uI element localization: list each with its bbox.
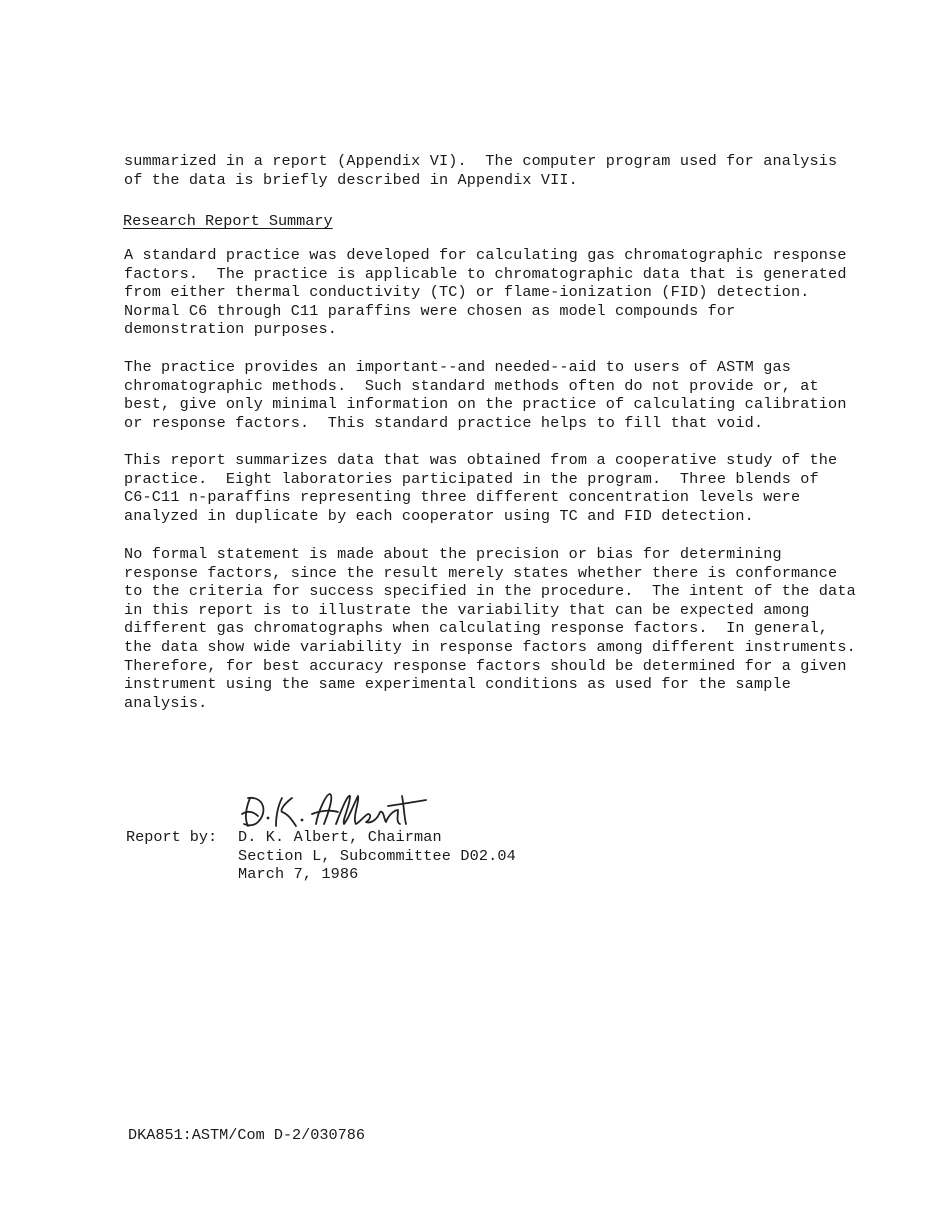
intro-line: summarized in a report (Appendix VI). The computer program used for analysis [124, 152, 838, 170]
paragraph-line: Therefore, for best accuracy response factors should be determined for a given [124, 656, 847, 675]
paragraph-line: from either thermal conductivity (TC) or flame-ionization (FID) detection. [124, 283, 810, 302]
intro-line: of the data is briefly described in Appendix VII. [124, 170, 578, 189]
paragraph-line: factors. The practice is applicable to chromatographic data that is generated [124, 264, 847, 283]
report-date: March 7, 1986 [238, 865, 359, 884]
author-block [238, 828, 516, 884]
paragraph-line: C6-C11 n-paraffins representing three different concentration levels were [124, 488, 801, 507]
intro-paragraph [124, 152, 904, 189]
paragraph-line: A standard practice was developed for calculating gas chromatographic response [124, 246, 847, 264]
paragraph-line: the data show wide variability in response factors among different instruments. [124, 637, 856, 656]
paragraph-line: best, give only minimal information on the practice of calculating calibration [124, 395, 847, 414]
paragraph-line: practice. Eight laboratories participated in the program. Three blends of [124, 469, 819, 488]
paragraph-3 [124, 451, 904, 525]
paragraph-line: or response factors. This standard practice helps to fill that void. [124, 413, 764, 432]
paragraph-line: chromatographic methods. Such standard methods often do not provide or, at [124, 376, 819, 395]
handwritten-signature [238, 784, 438, 834]
paragraph-line: analyzed in duplicate by each cooperator using TC and FID detection. [124, 506, 754, 525]
paragraph-line: instrument using the same experimental conditions as used for the sample [124, 675, 792, 694]
paragraph-line: in this report is to illustrate the variability that can be expected among [124, 600, 810, 619]
paragraph-line: Normal C6 through C11 paraffins were chosen as model compounds for [124, 301, 736, 320]
paragraph-line: response factors, since the result merely states whether there is conformance [124, 563, 838, 582]
paragraph-line: This report summarizes data that was obtained from a cooperative study of the [124, 451, 838, 469]
section-heading: Research Report Summary [123, 212, 333, 230]
author-section: Section L, Subcommittee D02.04 [238, 846, 516, 865]
report-by-label: Report by: [126, 828, 218, 846]
paragraph-4 [124, 545, 904, 712]
paragraph-line: demonstration purposes. [124, 320, 338, 339]
author-name: D. K. Albert, Chairman [238, 828, 442, 846]
paragraph-2 [124, 358, 904, 432]
paragraph-line: different gas chromatographs when calculating response factors. In general, [124, 619, 829, 638]
paragraph-line: No formal statement is made about the precision or bias for determining [124, 545, 782, 563]
paragraph-line: to the criteria for success specified in the procedure. The intent of the data [124, 582, 856, 601]
paragraph-line: The practice provides an important--and needed--aid to users of ASTM gas [124, 358, 792, 376]
paragraph-1 [124, 246, 904, 339]
paragraph-line: analysis. [124, 693, 208, 712]
document-code: DKA851:ASTM/Com D-2/030786 [128, 1126, 365, 1144]
